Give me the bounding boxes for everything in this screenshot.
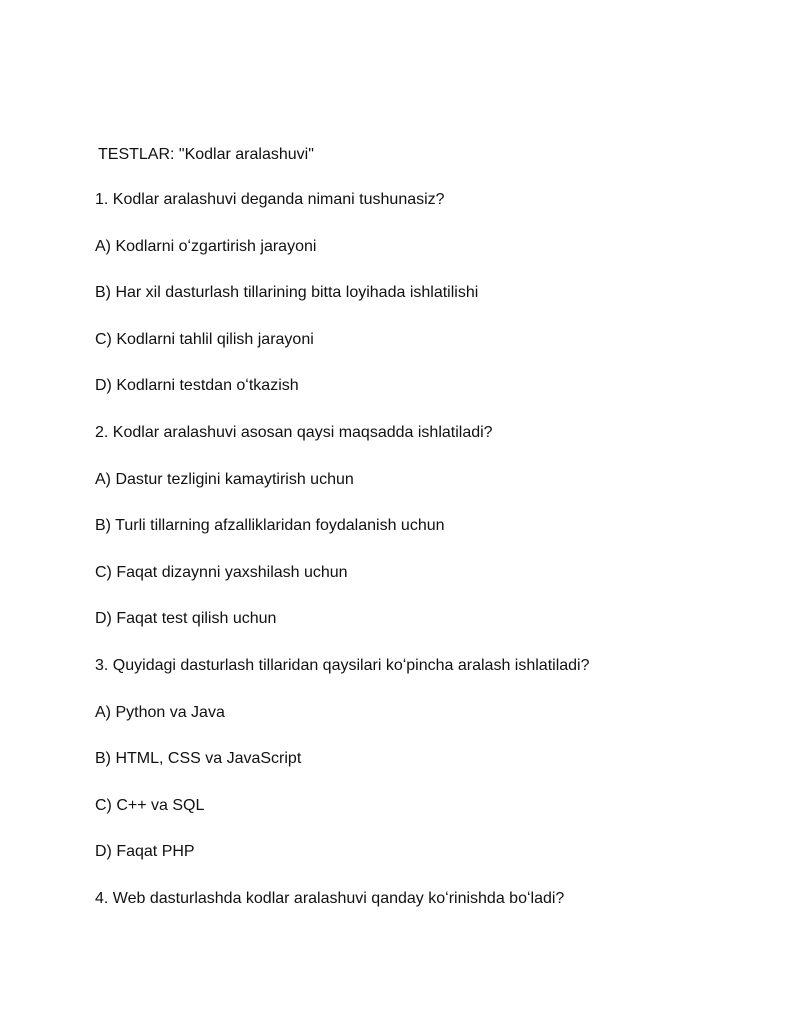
question-2-option-d: D) Faqat test qilish uchun	[95, 610, 277, 627]
question-3: 3. Quyidagi dasturlash tillaridan qaysilari koʻpincha aralash ishlatiladi?	[95, 657, 590, 674]
question-2-option-b: B) Turli tillarning afzalliklaridan foydalanish uchun	[95, 517, 445, 534]
document-title: TESTLAR: "Kodlar aralashuvi"	[98, 146, 314, 163]
question-3-option-a: A) Python va Java	[95, 704, 225, 721]
question-1-option-d: D) Kodlarni testdan oʻtkazish	[95, 377, 299, 394]
question-3-option-d: D) Faqat PHP	[95, 843, 195, 860]
question-4: 4. Web dasturlashda kodlar aralashuvi qanday koʻrinishda boʻladi?	[95, 890, 565, 907]
question-2: 2. Kodlar aralashuvi asosan qaysi maqsadda ishlatiladi?	[95, 424, 493, 441]
question-1-option-a: A) Kodlarni oʻzgartirish jarayoni	[95, 238, 317, 255]
question-3-option-b: B) HTML, CSS va JavaScript	[95, 750, 302, 767]
question-2-option-c: C) Faqat dizaynni yaxshilash uchun	[95, 564, 348, 581]
question-1-option-b: B) Har xil dasturlash tillarining bitta loyihada ishlatilishi	[95, 284, 479, 301]
question-1-option-c: C) Kodlarni tahlil qilish jarayoni	[95, 331, 314, 348]
question-1: 1. Kodlar aralashuvi deganda nimani tushunasiz?	[95, 191, 445, 208]
question-3-option-c: C) C++ va SQL	[95, 797, 205, 814]
question-2-option-a: A) Dastur tezligini kamaytirish uchun	[95, 471, 354, 488]
